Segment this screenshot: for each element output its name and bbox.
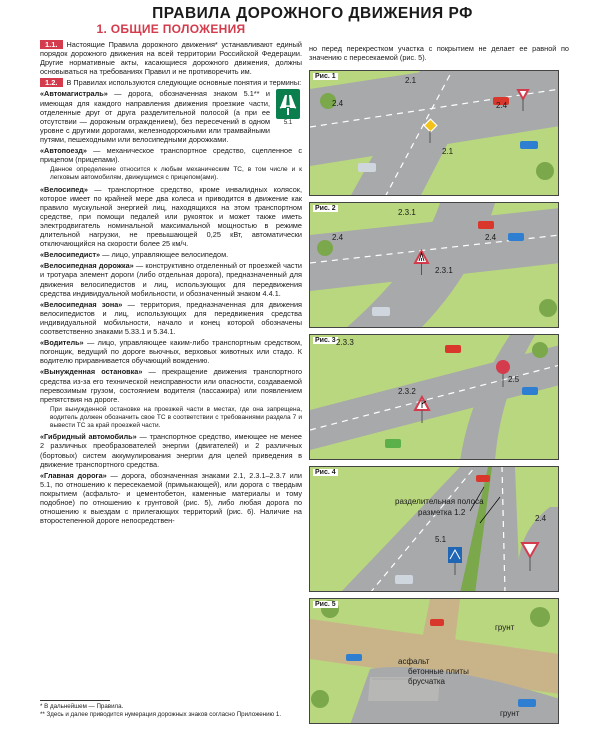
figure-1 [309,70,559,196]
term-text: — лицо, управляющее велосипедом. [100,250,229,260]
term-text: — транспортное средство, кроме инвалидных колясок, которое имеет по крайней мере два колеса и приводится в движение как правило мускульной энергией лиц, находящихся на этом транспортном средстве, при помощи педалей или рукояток и может также иметь электродвигатель номинальной максимальной мощностью в режиме длительной нагрузки, не превышающей 0,25 кВт, автоматически отключающийся на скорости более 25 км/ч. [40,184,302,249]
term-text: — дорога, обозначенная знаками 2.1, 2.3.1–2.3.7 или 5.1, по отношению к пересекаемой (примыкающей), или дорога с твердым покрытием (асфальто- и цементобетон, каменные материалы и тому подобное) по отношению к грунтовой (рис. 5), либо любая дорога по отношению к выездам с прилегающих территорий (рис. 6). Наличие на второстепенной дороге непосредствен- [40,470,302,526]
figure-label: Рис. 2 [315,205,336,212]
term-title: «Велосипедист» [40,250,101,260]
figure-label: Рис. 5 [315,601,336,608]
figure-label: Рис. 1 [315,73,336,80]
annotation: разметка 1.2 [418,508,466,517]
sign-label: 2.4 [496,101,508,110]
sign-label: 2.4 [332,99,344,108]
page-title: ПРАВИЛА ДОРОЖНОГО ДВИЖЕНИЯ РФ [152,5,473,22]
term-text: — лицо, управляющее каким-либо транспортным средством, погонщик, ведущий по дороге вьючных, верховых животных или стадо. К водителю приравнивается обучающий вождению. [40,338,302,366]
paragraph-text: Настоящие Правила дорожного движения* устанавливают единый порядок дорожного движения на всей территории Российской Федерации. Другие нормативные акты, касающиеся дорожного движения, должны основываться на требованиях Правил и не противоречить им. [40,40,302,77]
sign-label: 2.3.1 [398,208,416,217]
footnote: ** Здесь и далее приводится нумерация дорожных знаков согласно Приложению 1. [40,711,282,718]
paragraph-1-2 [40,78,302,87]
term-text: — конструктивно отделенный от проезжей части и тротуара элемент дороги (либо отдельная дорога), предназначенный для движения велосипедистов и лиц, использующих для передвижения средства индивидуальной мобильности, и обозначенный знаком 4.4.1. [40,261,302,298]
right-column [309,0,569,62]
annotation: грунт [495,623,515,632]
term-velosiped [40,185,302,249]
paragraph-text: В Правилах используются следующие основные понятия и термины: [66,78,302,88]
term-glavnaya [40,471,302,526]
term-velodorozhka [40,261,302,297]
term-title: «Вынужденная остановка» [40,367,143,377]
section-title: 1. ОБЩИЕ ПОЛОЖЕНИЯ [96,22,246,36]
term-gibridnyi [40,432,302,468]
annotation: разделительная полоса [395,497,484,506]
term-title: «Велосипед» [40,184,88,194]
sign-label: 5.1 [283,120,293,127]
annotation: асфальт [398,657,430,666]
sign-label: 2.4 [485,233,497,242]
term-avtomagistral [40,89,302,144]
term-voditel [40,338,302,365]
sign-label: 2.3.3 [336,338,354,347]
term-text: — дорога, обозначенная знаком 5.1** и имеющая для каждого направления движения проезжие части, отделенные друг от друга разделительной полосой (а при ее отсутствии — дорожным ограждением), без пересечений в одном уровне с другими дорогами, железнодорожными или трамвайными путями, пешеходными или велосипедными дорожками. [40,89,270,144]
term-text: — прекращение движения транспортного средства из-за его технической неисправности или опасности, создаваемой перевозимым грузом, состоянием водителя (пассажира) или появлением препятствия на дороге. [40,367,302,404]
sign-5-1 [274,89,302,128]
annotation: брусчатка [408,677,445,686]
annotation: бетонные плиты [408,667,469,676]
term-title: «Велосипедная зона» [40,299,123,309]
term-title: «Автомагистраль» [40,89,108,99]
term-text: — территория, предназначенная для движения велосипедистов и лиц, использующих для передвижения средства индивидуальной мобильности, начало и конец которой обозначены соответственно знаками 5.33.1 и 5.34.1. [40,299,303,337]
footnotes [40,700,302,719]
term-title: «Автопоезд» [40,146,87,156]
term-note: При вынужденной остановке на проезжей части в местах, где она запрещена, водитель должен обозначить свое ТС в соответствии с требованиями раздела 7 и вывести ТС за край проезжей части. [50,405,302,430]
sign-label: 2.3.1 [435,266,453,275]
term-velosipedist [40,250,302,259]
term-note: Данное определение относится к любым механическим ТС, в том числе и к легковым автомобилям, движущимся с прицепом(ами). [50,166,302,182]
term-text: — транспортное средство, имеющее не менее 2 различных преобразователей энергии (двигателей) и 2 различных (бортовых) систем аккумулирования энергии для целей приведения в движение транспортного средства. [40,432,302,469]
figure-5 [309,598,559,724]
paragraph-number: 1.1. [40,40,63,49]
term-title: «Велосипедная дорожка» [40,261,134,271]
footnote: * В дальнейшем — Правила. [40,703,124,710]
sign-label: 2.3.2 [398,387,416,396]
sign-label: 2.1 [405,76,417,85]
paragraph-number: 1.2. [40,78,63,87]
sign-label: 2.5 [508,375,520,384]
sign-label: 5.1 [435,535,447,544]
figure-label: Рис. 4 [315,469,336,476]
term-title: «Гибридный автомобиль» [40,432,137,442]
left-column [40,22,302,527]
term-velozona [40,300,302,336]
continuation-text: но перед перекрестком участка с покрытием не делает ее равной по значению с пересекаемой (рис. 5). [309,44,569,63]
term-title: «Водитель» [40,338,84,348]
figure-4 [309,466,559,592]
figure-label: Рис. 3 [315,337,336,344]
motorway-sign-icon [276,89,300,119]
term-text: — механическое транспортное средство, сцепленное с прицепом (прицепами). [40,146,302,165]
sign-label: 2.4 [535,514,547,523]
term-title: «Главная дорога» [40,470,107,480]
sign-label: 2.1 [442,147,454,156]
term-avtopoezd [40,146,302,164]
term-vynuzhdennaya [40,367,302,403]
figure-3 [309,334,559,460]
sign-label: 2.4 [332,233,344,242]
figure-2 [309,202,559,328]
footnote-divider [40,700,110,701]
paragraph-1-1 [40,40,302,76]
annotation: грунт [500,709,520,718]
